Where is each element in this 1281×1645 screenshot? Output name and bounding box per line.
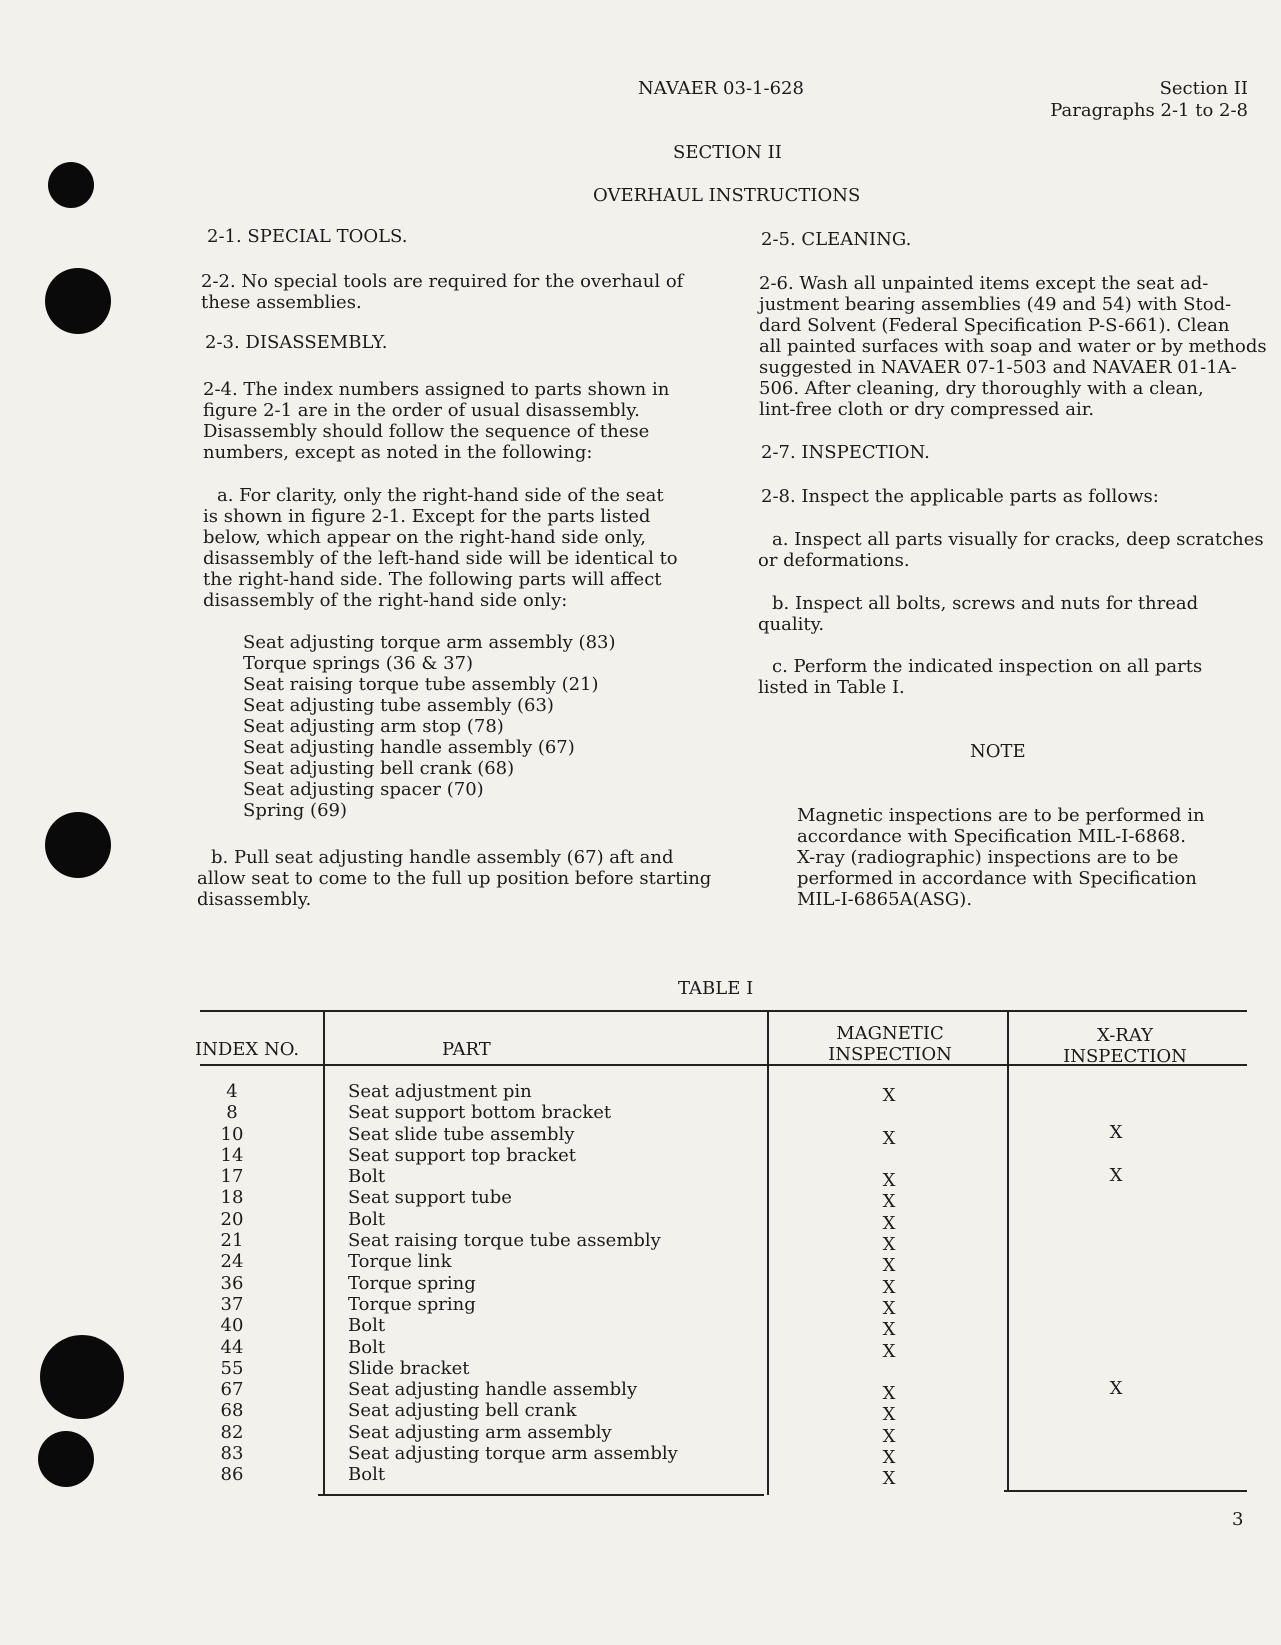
table-row: 17 <box>220 1166 244 1188</box>
heading-cleaning: 2-5. CLEANING. <box>761 229 912 250</box>
page-number: 3 <box>1232 1509 1244 1530</box>
table-row: 8 <box>226 1102 238 1124</box>
table-cell-part: Seat raising torque tube assembly <box>348 1230 661 1252</box>
table-cell-part: Seat adjusting handle assembly <box>348 1379 638 1401</box>
table-cell-magnetic: X <box>882 1255 896 1277</box>
table-cell-magnetic <box>869 1362 909 1383</box>
binder-hole <box>48 162 94 208</box>
section-title: SECTION II <box>673 142 782 163</box>
table-cell-magnetic: X <box>882 1234 896 1256</box>
table-cell-magnetic: X <box>882 1191 896 1213</box>
table-cell-part: Seat support bottom bracket <box>348 1102 612 1124</box>
table-cell-xray <box>1096 1207 1136 1228</box>
table-cell-magnetic: X <box>882 1127 896 1149</box>
table-row: 24 <box>220 1251 244 1273</box>
table-cell-xray <box>1096 1293 1136 1314</box>
table-cell-part: Bolt <box>348 1464 386 1486</box>
table-top-rule <box>200 1010 1247 1012</box>
table-cell-magnetic: X <box>882 1447 896 1469</box>
table-row: 44 <box>220 1336 244 1358</box>
section-label: Section II <box>1159 78 1248 99</box>
heading-special-tools: 2-1. SPECIAL TOOLS. <box>207 226 408 247</box>
table-cell-magnetic: X <box>882 1276 896 1298</box>
table-title: TABLE I <box>678 978 754 999</box>
table-cell-magnetic: X <box>882 1319 896 1341</box>
table-row: 18 <box>220 1187 244 1209</box>
paragraphs-label: Paragraphs 2-1 to 2-8 <box>1050 100 1248 121</box>
table-row: 21 <box>220 1230 244 1252</box>
table-cell-magnetic <box>869 1106 909 1127</box>
table-cell-part: Seat adjusting bell crank <box>348 1400 577 1422</box>
table-row: 67 <box>220 1379 244 1401</box>
table-cell-xray <box>1096 1463 1136 1484</box>
table-cell-xray <box>1096 1357 1136 1378</box>
heading-inspection: 2-7. INSPECTION. <box>761 442 930 463</box>
table-cell-xray <box>1096 1101 1136 1122</box>
table-row: 40 <box>220 1315 244 1337</box>
table-cell-magnetic <box>869 1149 909 1170</box>
paragraph-2-6: 2-6. Wash all unpainted items except the seat ad- justment bearing assemblies (49 and 54) with Stod- dard Solvent (Federal Specification P-S-661). Clean all painted surfaces with soap and water or by methods suggested in NAVAER 07-1-503 and NAVAER 01-1A- 506. After cleaning, dry thoroughly with a clean, lint-free cloth or dry compressed air. <box>759 273 1267 420</box>
paragraph-2-4-a: a. For clarity, only the right-hand side of the seat is shown in figure 2-1. Except for the parts listed below, which appear on the right-hand side only, disassembly of the left-hand side will be identical to the right-hand side. The following parts will affect disassembly of the right-hand side only: <box>203 485 678 611</box>
table-cell-part: Seat adjusting arm assembly <box>348 1421 612 1443</box>
table-row: 83 <box>220 1443 244 1465</box>
table-cell-part: Seat support tube <box>348 1187 512 1209</box>
paragraph-2-8-c: c. Perform the indicated inspection on all parts listed in Table I. <box>758 656 1203 698</box>
binder-hole <box>45 812 111 878</box>
table-row: 36 <box>220 1272 244 1294</box>
section-subtitle: OVERHAUL INSTRUCTIONS <box>593 185 861 206</box>
table-cell-magnetic: X <box>882 1212 896 1234</box>
table-cell-part: Torque link <box>348 1251 452 1273</box>
table-cell-part: Bolt <box>348 1336 386 1358</box>
table-row: 14 <box>220 1144 244 1166</box>
table-cell-xray: X <box>1109 1377 1123 1399</box>
column-header-magnetic: MAGNETIC INSPECTION <box>828 1023 952 1065</box>
affected-parts-list: Seat adjusting torque arm assembly (83) Torque springs (36 & 37) Seat raising torque tube assembly (21) Seat adjusting tube assembly (63) Seat adjusting arm stop (78) Seat adjusting handle assembly (67) Seat adjusting bell crank (68) Seat adjusting spacer (70) Spring (69) <box>243 632 616 821</box>
table-cell-magnetic: X <box>882 1404 896 1426</box>
table-cell-part: Seat adjustment pin <box>348 1081 532 1102</box>
table-divider <box>767 1012 769 1495</box>
column-header-xray: X-RAY INSPECTION <box>1063 1025 1187 1067</box>
table-cell-xray <box>1096 1314 1136 1335</box>
table-cell-part: Torque spring <box>348 1272 476 1294</box>
index-column <box>200 1081 264 1486</box>
part-column <box>348 1081 678 1486</box>
table-cell-xray <box>1096 1442 1136 1463</box>
table-cell-magnetic: X <box>882 1170 896 1192</box>
paragraph-2-4: 2-4. The index numbers assigned to parts shown in figure 2-1 are in the order of usual disassembly. Disassembly should follow the sequence of these numbers, except as noted in the following: <box>203 379 670 463</box>
table-cell-xray <box>1096 1271 1136 1292</box>
table-cell-part: Seat support top bracket <box>348 1144 576 1166</box>
table-cell-part: Bolt <box>348 1315 386 1337</box>
table-cell-magnetic: X <box>882 1425 896 1447</box>
paragraph-2-2: 2-2. No special tools are required for the overhaul of these assemblies. <box>201 271 684 313</box>
table-divider <box>323 1010 325 1495</box>
table-cell-magnetic: X <box>882 1468 896 1490</box>
table-cell-xray <box>1096 1144 1136 1165</box>
table-cell-xray <box>1096 1335 1136 1356</box>
table-row: 4 <box>226 1081 238 1102</box>
note-text: Magnetic inspections are to be performed in accordance with Specification MIL-I-6868. X-ray (radiographic) inspections are to be performed in accordance with Specification MIL-I-6865A(ASG). <box>797 805 1205 910</box>
table-row: 82 <box>220 1421 244 1443</box>
table-cell-xray: X <box>1109 1122 1123 1144</box>
xray-column <box>1096 1101 1136 1506</box>
note-title: NOTE <box>970 741 1026 762</box>
binder-hole <box>40 1335 124 1419</box>
table-row: 68 <box>220 1400 244 1422</box>
binder-hole <box>45 268 111 334</box>
table-row: 37 <box>220 1293 244 1315</box>
table-cell-xray: X <box>1109 1164 1123 1186</box>
table-row: 10 <box>220 1123 244 1145</box>
table-divider <box>1007 1012 1009 1492</box>
magnetic-column <box>869 1085 909 1490</box>
table-cell-part: Bolt <box>348 1208 386 1230</box>
paragraph-2-8-a: a. Inspect all parts visually for cracks, deep scratches or deformations. <box>758 529 1264 571</box>
table-cell-magnetic: X <box>882 1383 896 1405</box>
table-cell-magnetic: X <box>882 1297 896 1319</box>
table-cell-part: Bolt <box>348 1166 386 1188</box>
table-bottom-rule <box>318 1494 764 1496</box>
column-header-index: INDEX NO. <box>195 1039 300 1060</box>
table-cell-part: Slide bracket <box>348 1357 470 1379</box>
table-cell-magnetic: X <box>882 1340 896 1362</box>
table-cell-xray <box>1096 1484 1136 1505</box>
paragraph-2-8-b: b. Inspect all bolts, screws and nuts for thread quality. <box>758 593 1199 635</box>
heading-disassembly: 2-3. DISASSEMBLY. <box>205 332 388 353</box>
paragraph-2-8: 2-8. Inspect the applicable parts as follows: <box>761 486 1159 507</box>
document-number: NAVAER 03-1-628 <box>638 78 804 99</box>
table-cell-xray <box>1096 1229 1136 1250</box>
column-header-part: PART <box>442 1039 491 1060</box>
table-cell-part: Seat slide tube assembly <box>348 1123 575 1145</box>
table-cell-part: Seat adjusting torque arm assembly <box>348 1443 678 1465</box>
table-cell-xray <box>1096 1399 1136 1420</box>
table-cell-part: Torque spring <box>348 1293 476 1315</box>
table-cell-xray <box>1096 1420 1136 1441</box>
table-row: 86 <box>220 1464 244 1486</box>
table-row: 20 <box>220 1208 244 1230</box>
table-row: 55 <box>220 1357 244 1379</box>
table-cell-xray <box>1096 1186 1136 1207</box>
paragraph-2-4-b: b. Pull seat adjusting handle assembly (67) aft and allow seat to come to the full up position before starting disassembly. <box>197 847 712 910</box>
binder-hole <box>38 1431 94 1487</box>
table-cell-xray <box>1096 1250 1136 1271</box>
table-cell-magnetic: X <box>882 1085 896 1106</box>
